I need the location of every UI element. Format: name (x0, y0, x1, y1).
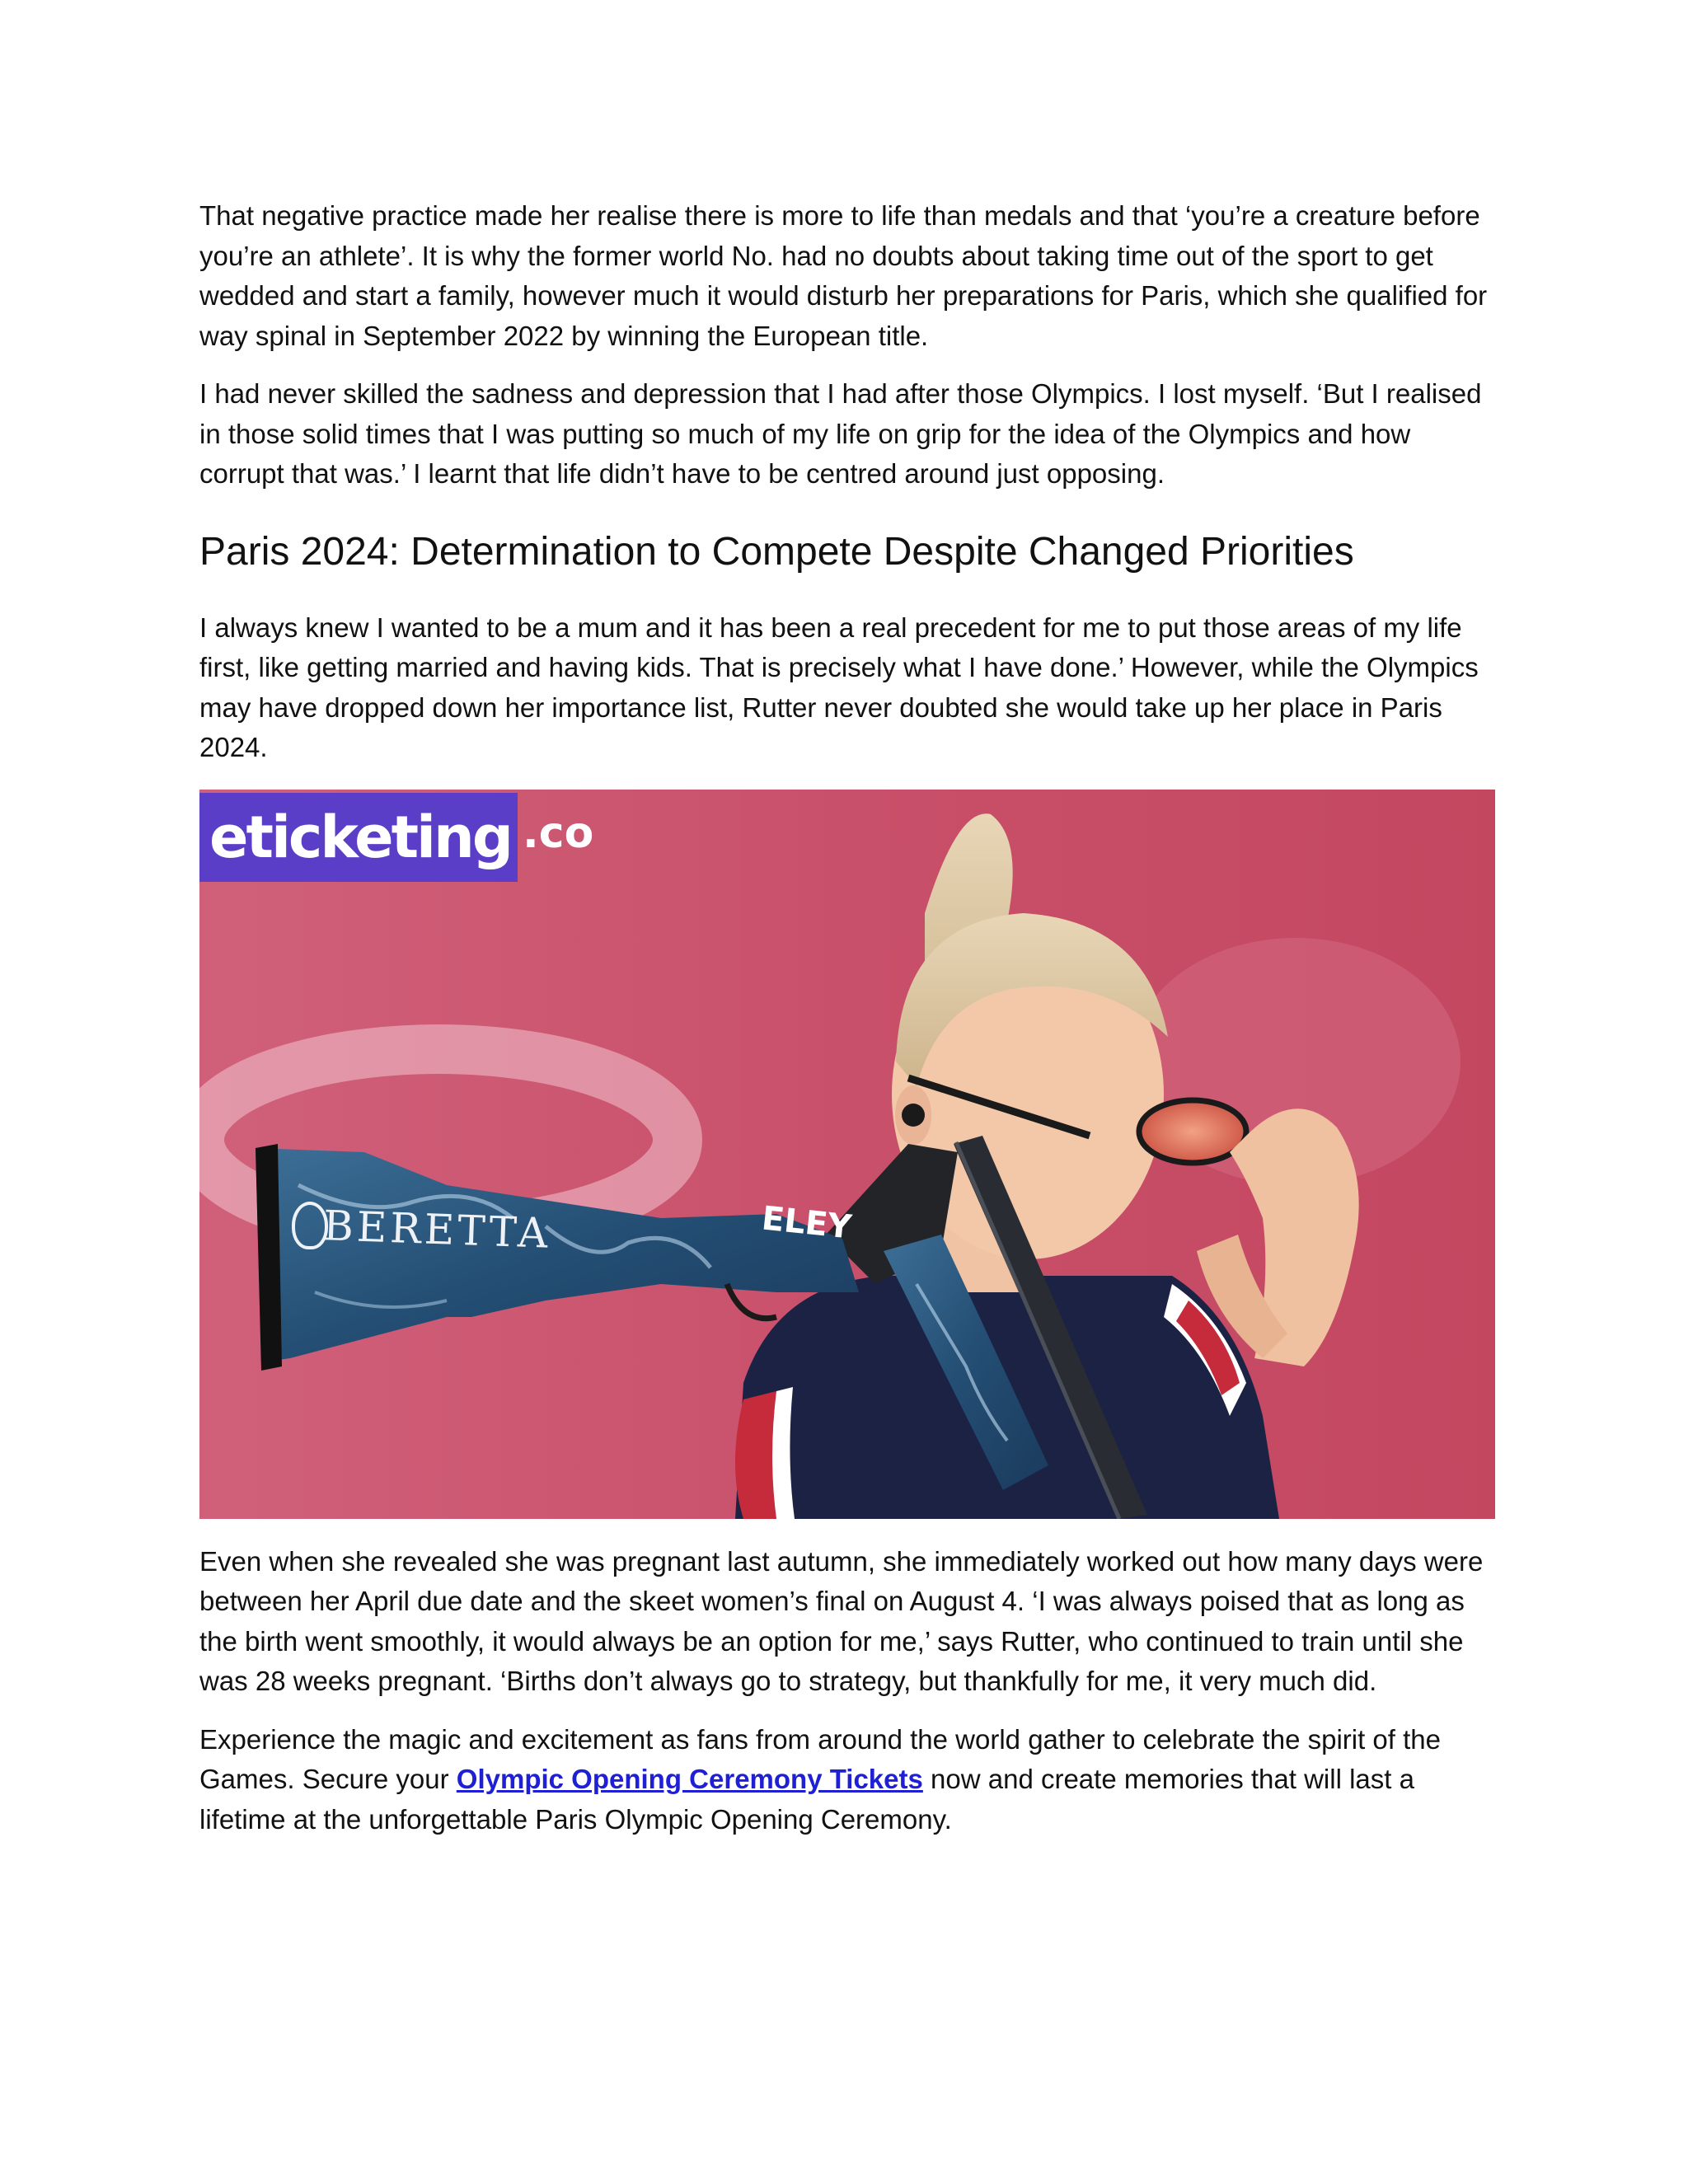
watermark-tld-text: .co (522, 808, 594, 858)
closing-text-before-link: Experience the magic and excitement as fans from around the world gather to celebrate the spirit of the Games. Secure your (199, 1723, 1441, 1794)
eticketing-watermark-logo (199, 793, 594, 882)
gun-stock-text: BERETTA (322, 1201, 552, 1258)
closing-text-after-link: now and create memories that will last a lifetime at the unforgettable Paris Olympic Opening Ceremony. (199, 1764, 1414, 1835)
opening-ceremony-tickets-link[interactable]: Olympic Opening Ceremony Tickets (456, 1764, 923, 1794)
section-heading: Paris 2024: Determination to Compete Despite Changed Priorities (199, 529, 1354, 574)
paragraph-wanted-to-be-mum: I always knew I wanted to be a mum and it has been a real precedent for me to put those areas of my life first, like getting married and having kids. That is precisely what I have done.’ However, while the Olympics may have dropped down her importance list, Rutter never doubted she would take up her place in Paris 2024. (199, 612, 1479, 762)
gun-rail-text: ELEY (759, 1198, 854, 1247)
paragraph-sadness-depression: I had never skilled the sadness and depression that I had after those Olympics. I lost myself. ‘But I realised in those solid times that I was putting so much of my life on grip for the idea of the Olympics and how corrupt that was.’ I learnt that life didn’t have to be centred around just opposing. (199, 378, 1482, 489)
article-body (199, 196, 1495, 1858)
photo-illustration (199, 790, 1495, 1519)
article-photo-shooter (199, 790, 1495, 1519)
watermark-brand-text: eticketing (209, 803, 511, 871)
paragraph-closing-promo (199, 1720, 1495, 1840)
paragraph-negative-practice: That negative practice made her realise there is more to life than medals and that ‘you’re a creature before you’re an athlete’. It is why the former world No. had no doubts about taking time out of the sport to get wedded and start a family, however much it would disturb her preparations for Paris, which she qualified for way spinal in September 2022 by winning the European title. (199, 200, 1488, 351)
paragraph-pregnant-autumn: Even when she revealed she was pregnant last autumn, she immediately worked out how many days were between her April due date and the skeet women’s final on August 4. ‘I was always poised that as long as the birth went smoothly, it would always be an option for me,’ says Rutter, who continued to train until she was 28 weeks pregnant. ‘Births don’t always go to strategy, but thankfully for me, it very much did. (199, 1545, 1484, 1696)
